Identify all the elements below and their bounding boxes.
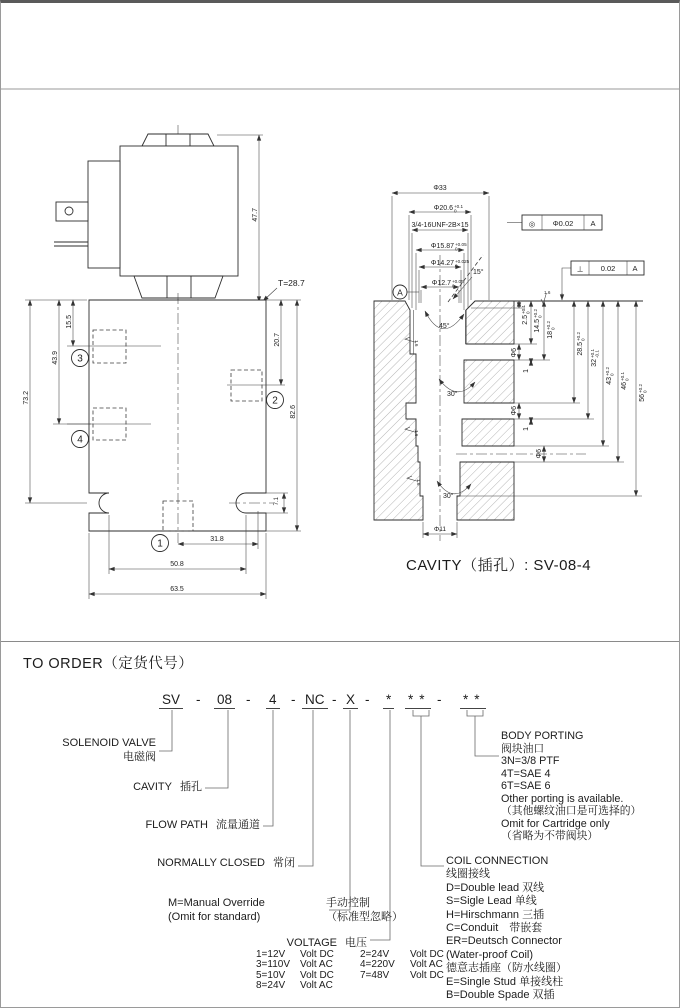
coil-option: C=Conduit 带嵌套 [446, 922, 543, 935]
code-sep: - [332, 692, 337, 707]
angle-45: 45° [439, 323, 450, 330]
dim: 43.9 [52, 351, 59, 365]
cavity-caption: CAVITY（插孔）: SV-08-4 [406, 557, 592, 574]
dim: Φ15.87 [430, 243, 454, 250]
dim: 1 [523, 369, 530, 373]
label-solenoid-valve: SOLENOID VALVE 电磁阀 [62, 737, 156, 763]
svg-text:+0.1: +0.1 [454, 204, 464, 209]
coil-option: E=Single Stud 单接线柱 [446, 975, 564, 988]
coil-option: S=Sigle Lead 单线 [446, 895, 537, 908]
dim: 18 [547, 331, 554, 339]
coil-option: ER=Deutsch Connector [446, 935, 562, 948]
coil-option: D=Double lead 双线 [446, 881, 545, 894]
svg-text:+0.025: +0.025 [455, 259, 470, 264]
code-sep: - [365, 692, 370, 707]
dim: 2.5 [522, 315, 529, 325]
angle-30: 30° [447, 391, 458, 398]
svg-text:-0.1: -0.1 [594, 350, 600, 358]
code-sep: - [437, 692, 442, 707]
dim: 50.8 [170, 561, 184, 568]
svg-text:0: 0 [454, 208, 457, 214]
porting-option: Omit for Cartridge only [501, 817, 610, 830]
svg-text:3: 3 [77, 353, 83, 365]
code-sep: - [246, 692, 251, 707]
body-porting-title: BODY PORTING [501, 730, 584, 742]
datum-a [393, 285, 419, 299]
dim: 31.8 [210, 536, 224, 543]
dim-thread: 3/4-16UNF-2B×15 [411, 222, 469, 229]
porting-option: 4T=SAE 4 [501, 767, 551, 780]
porting-option: 6T=SAE 6 [501, 780, 551, 792]
gdt-concentricity [507, 215, 602, 230]
technical-drawings [1, 3, 679, 641]
label-normally-closed: NORMALLY CLOSED 常闭 [157, 857, 295, 869]
porting-option: 3N=3/8 PTF [501, 755, 560, 767]
dim: Φ20.6 [433, 205, 453, 212]
order-title: TO ORDER（定货代号） [23, 656, 194, 672]
port-2-badge [267, 392, 284, 409]
dim: 32 [591, 359, 598, 367]
svg-text:◎: ◎ [528, 219, 536, 229]
angle-30: 30° [443, 493, 454, 500]
porting-option: （省略为不带阀块） [501, 830, 599, 842]
svg-text:+0.05: +0.05 [452, 279, 464, 284]
dim: 46 [621, 382, 628, 390]
svg-text:A: A [590, 219, 596, 228]
svg-text:+0.2: +0.2 [546, 320, 551, 330]
svg-text:1: 1 [157, 538, 163, 550]
svg-text:0: 0 [624, 378, 630, 381]
svg-text:+0.1: +0.1 [590, 348, 595, 358]
dim: 82.6 [290, 405, 297, 419]
coil-connection-block: COIL CONNECTION 线圈接线 D=Double lead 双线 S=Sigle Lead 单线 H=Hirschmann 三插 C=Conduit 带嵌套 ER=Deutsch Connector (Water-proof Coil) 德意志插座（防水线圈） E=Single Stud 单接线柱 B=Double Spade 双插 [446, 855, 567, 1002]
code-cavity: 08 [214, 692, 235, 709]
svg-text:2: 2 [272, 395, 278, 407]
svg-text:+0.2: +0.2 [605, 366, 610, 376]
finish-mark [541, 290, 551, 304]
dim: Φ11 [434, 526, 446, 533]
cavity-drawing [374, 185, 648, 574]
code-sep: - [291, 692, 296, 707]
dim: 15.5 [66, 315, 73, 329]
coil-option: H=Hirschmann 三插 [446, 908, 545, 921]
code-voltage: * [383, 692, 394, 709]
valve-body-drawing [23, 293, 301, 599]
code-model: SV [159, 692, 183, 709]
dim: 20.7 [274, 333, 281, 347]
angle-15: 15° [473, 269, 484, 276]
code-body-porting: ** [460, 692, 486, 709]
body-porting-block: BODY PORTING 阀块油口 3N=3/8 PTF 4T=SAE 4 6T=SAE 6 Other porting is available. （其他螺纹油口是可选择的） Omit for Cartridge only （省略为不带阀块） [501, 730, 642, 842]
dim: 28.5 [577, 342, 584, 356]
svg-text:0: 0 [580, 338, 586, 341]
svg-text:+0.1: +0.1 [521, 304, 526, 314]
coil-connection-title: COIL CONNECTION [446, 855, 549, 867]
dim: 1 [523, 427, 530, 431]
svg-text:0: 0 [609, 373, 615, 376]
svg-text:1.6: 1.6 [414, 430, 419, 437]
dim: 7.1 [274, 497, 280, 506]
svg-text:1.6: 1.6 [414, 340, 419, 347]
svg-text:0: 0 [642, 390, 648, 393]
label-voltage: VOLTAGE 电压 [286, 937, 367, 949]
dim: Φ14.27 [430, 260, 454, 267]
code-override: X [343, 692, 358, 709]
svg-text:A: A [397, 287, 403, 298]
dim-coil-height: 47.7 [252, 208, 259, 222]
dim: 14.5 [534, 319, 541, 333]
svg-text:0: 0 [550, 327, 556, 330]
dim: Φ6 [536, 449, 543, 459]
label-manual-override: M=Manual Override 手动控制 (Omit for standard) （标准型忽略） [168, 897, 403, 923]
dim: Φ6 [511, 406, 518, 416]
order-section [1, 641, 679, 1008]
dim: 43 [606, 377, 613, 385]
svg-text:1.6: 1.6 [544, 290, 551, 295]
svg-text:0: 0 [455, 246, 458, 252]
code-sep: - [196, 692, 201, 707]
svg-text:+0.2: +0.2 [533, 308, 538, 318]
coil-option: (Water-proof Coil) [446, 948, 533, 961]
svg-text:0: 0 [525, 311, 531, 314]
code-coil-connection: ** [405, 692, 431, 709]
svg-text:0.02: 0.02 [600, 264, 616, 273]
dim: 63.5 [170, 586, 184, 593]
label-flow-path: FLOW PATH 流量通道 [145, 819, 260, 831]
coil-option: 德意志插座（防水线圈） [446, 962, 567, 975]
svg-text:+0.2: +0.2 [638, 383, 643, 393]
dim: Φ6 [511, 348, 518, 358]
svg-text:⊥: ⊥ [576, 264, 584, 274]
porting-option: Other porting is available. [501, 792, 624, 805]
svg-text:4: 4 [77, 434, 83, 446]
dim: Φ33 [433, 185, 447, 192]
code-function: NC [302, 692, 328, 709]
port-4-badge [72, 431, 89, 448]
svg-text:0: 0 [455, 263, 458, 269]
svg-text:+0.1: +0.1 [620, 371, 625, 381]
gdt-perpendicularity [562, 261, 644, 300]
dim: Φ12.7 [431, 280, 451, 287]
label-cavity: CAVITY 插孔 [133, 781, 202, 793]
code-flowpath: 4 [266, 692, 280, 709]
svg-text:1.6: 1.6 [416, 479, 421, 486]
dim: 56 [639, 394, 646, 402]
porting-option: （其他螺纹油口是可选择的） [501, 805, 642, 817]
dim-hex-size: T=28.7 [278, 278, 305, 288]
voltage-table: 1=12V Volt DC 2=24V Volt DC 3=110V Volt AC 4=220V Volt AC 5=10V Volt DC 7=48V Volt DC 8=24V Volt AC [256, 949, 444, 992]
svg-text:Φ0.02: Φ0.02 [552, 219, 574, 228]
svg-text:0: 0 [537, 315, 543, 318]
svg-text:0: 0 [452, 283, 455, 289]
svg-text:+0.05: +0.05 [455, 242, 467, 247]
solenoid-coil-drawing [54, 125, 305, 308]
dim: 73.2 [23, 391, 30, 405]
port-3-badge [72, 350, 89, 367]
coil-option: B=Double Spade 双插 [446, 989, 555, 1002]
port-1-badge [152, 535, 169, 552]
svg-text:A: A [632, 264, 638, 273]
svg-text:+0.2: +0.2 [576, 331, 581, 341]
